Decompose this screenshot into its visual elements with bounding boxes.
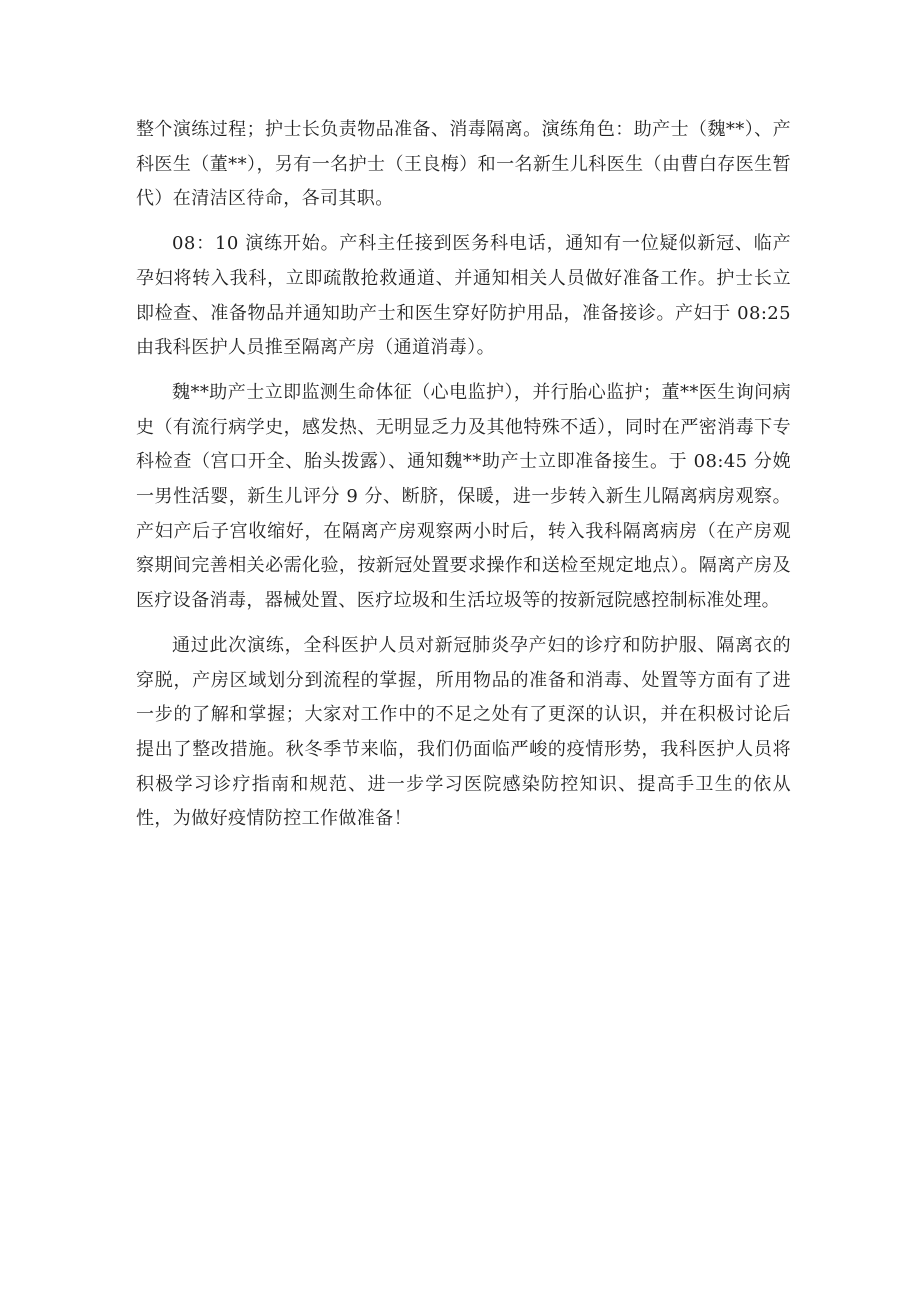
document-body bbox=[136, 113, 791, 847]
paragraph-summary: 通过此次演练，全科医护人员对新冠肺炎孕产妇的诊疗和防护服、隔离衣的穿脱，产房区域划分到流程的掌握，所用物品的准备和消毒、处置等方面有了进一步的了解和掌握；大家对工作中的不足之处有了更深的认识，并在积极讨论后提出了整改措施。秋冬季节来临，我们仍面临严峻的疫情形势，我科医护人员将积极学习诊疗指南和规范、进一步学习医院感染防控知识、提高手卫生的依从性，为做好疫情防控工作做准备！ bbox=[136, 634, 791, 830]
paragraph-drill-start: 08：10 演练开始。产科主任接到医务科电话，通知有一位疑似新冠、临产孕妇将转入我科，立即疏散抢救通道、并通知相关人员做好准备工作。护士长立即检查、准备物品并通知助产士和医生穿好防护用品，准备接诊。产妇于 08:25 由我科医护人员推至隔离产房（通道消毒）。 bbox=[136, 233, 791, 359]
paragraph-drill-roles: 整个演练过程；护士长负责物品准备、消毒隔离。演练角色：助产士（魏**）、产科医生（董**），另有一名护士（王良梅）和一名新生儿科医生（由曹白存医生暂代）在清洁区待命，各司其职。 bbox=[136, 119, 791, 210]
paragraph-delivery-process: 魏**助产士立即监测生命体征（心电监护），并行胎心监护；董**医生询问病史（有流行病学史，感发热、无明显乏力及其他特殊不适），同时在严密消毒下专科检查（宫口开全、胎头拨露）、通知魏**助产士立即准备接生。于 08:45 分娩一男性活婴，新生儿评分 9 分、断脐，保暖，进一步转入新生儿隔离病房观察。产妇产后子宫收缩好，在隔离产房观察两小时后，转入我科隔离病房（在产房观察期间完善相关必需化验，按新冠处置要求操作和送检至规定地点）。隔离产房及医疗设备消毒，器械处置、医疗垃圾和生活垃圾等的按新冠院感控制标准处理。 bbox=[136, 381, 791, 612]
